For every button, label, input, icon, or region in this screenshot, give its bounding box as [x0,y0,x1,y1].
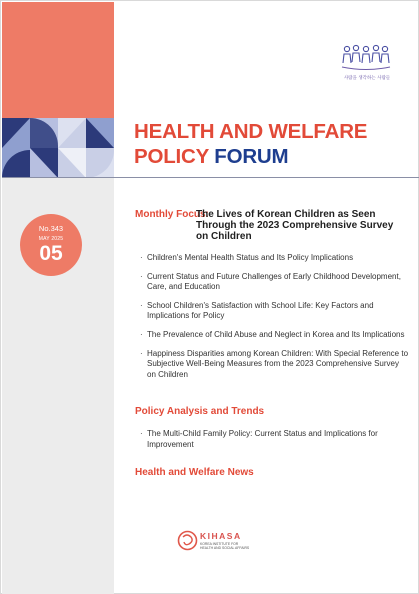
list-item: · The Prevalence of Child Abuse and Neglect in Korea and Its Implications [140,330,410,341]
title-policy: POLICY [134,145,209,168]
list-item: · Happiness Disparities among Korean Children: With Special Reference to Subjective Well-Being Measures from the 2023 Comprehensive Survey on Children [140,349,410,381]
list-item: · The Multi-Child Family Policy: Current Status and Implications for Improvement [140,429,410,450]
monthly-focus-list [140,253,410,388]
list-item: · School Children's Satisfaction with School Life: Key Factors and Implications for Policy [140,301,410,322]
publication-title [134,119,367,169]
kihasa-subtitle [200,542,260,550]
title-underline [2,177,419,178]
list-item: · Current Status and Future Challenges of Early Childhood Development, Care, and Education [140,272,410,293]
issue-number: No.343 [38,224,64,233]
policy-analysis-list [140,429,410,458]
geometric-pattern [2,118,114,178]
news-heading: Health and Welfare News [135,467,254,478]
people-logo-icon [340,43,392,73]
kihasa-subtitle-line-2: HEALTH AND SOCIAL AFFAIRS [200,546,250,550]
monthly-focus-title: The Lives of Korean Children as Seen Through the 2023 Comprehensive Survey on Children [196,209,394,242]
kihasa-logo [177,530,277,558]
logo-slogan: 사람을 생각하는 사람들 [343,76,391,81]
title-forum: FORUM [214,145,289,168]
issue-month-number: 05 [39,242,63,265]
list-item: · Children's Mental Health Status and Its Policy Implications [140,253,410,264]
kihasa-subtitle-line-1: KOREA INSTITUTE FOR [200,542,239,546]
left-color-column [2,2,114,594]
issue-badge [20,214,82,276]
kihasa-emblem-icon [177,530,198,551]
title-line-2 [134,144,367,169]
policy-analysis-heading: Policy Analysis and Trends [135,406,265,417]
kihasa-name: KIHASA [200,531,242,541]
monthly-focus-label: Monthly Focus: [135,209,209,220]
title-line-1: HEALTH AND WELFARE [134,120,368,143]
coral-block [2,2,114,118]
issue-date: MAY 2025 [38,236,64,242]
